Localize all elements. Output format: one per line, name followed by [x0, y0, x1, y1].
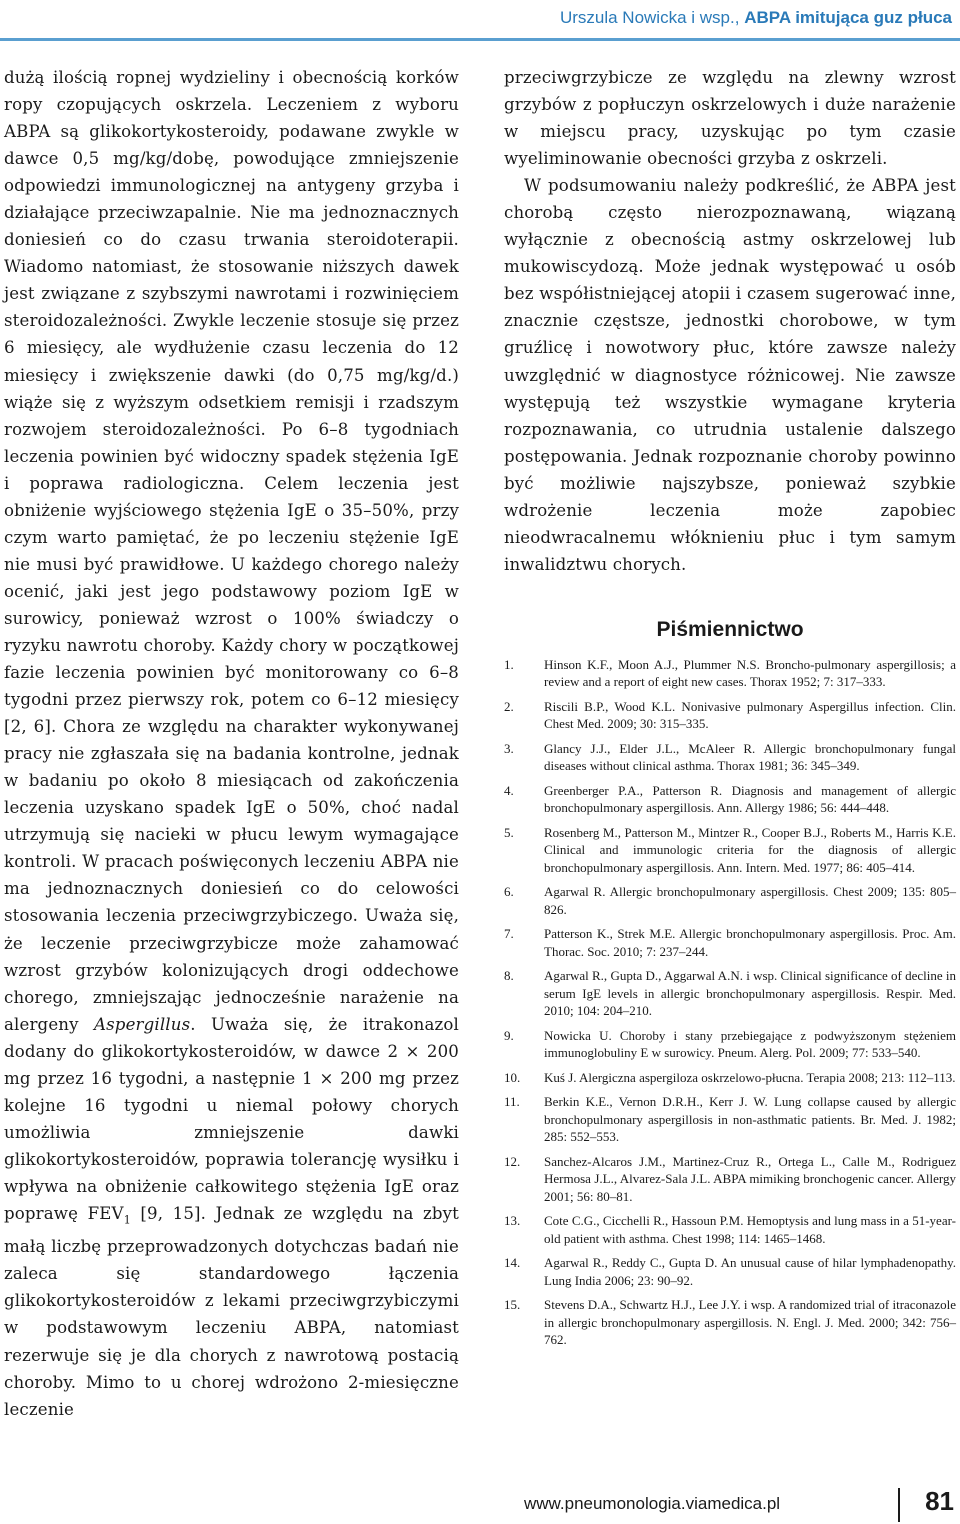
reference-text: Agarwal R., Gupta D., Aggarwal A.N. i wsp. Clinical significance of decline in serum IgE levels in allergic bronchopulmonary aspergillosis. Respir. Med. 2010; 104: 204–210.	[544, 968, 956, 1019]
right-column	[504, 64, 956, 1356]
reference-item	[504, 824, 956, 877]
reference-number: 14.	[504, 1255, 521, 1271]
reference-text: Agarwal R., Reddy C., Gupta D. An unusual cause of hilar lymphadenopathy. Lung India 2006; 23: 90–92.	[544, 1255, 956, 1288]
reference-item	[504, 967, 956, 1020]
reference-item	[504, 1069, 956, 1087]
reference-number: 12.	[504, 1153, 521, 1169]
reference-number: 3.	[504, 740, 514, 756]
reference-number: 4.	[504, 782, 514, 798]
paragraph-text: dużą ilością ropnej wydzieliny i obecnością korków ropy czopujących oskrzela. Leczeniem z wyboru ABPA są glikokortykosteroidy, podawane zwykle w dawce 0,5 mg/kg/dobę, powodujące zmniejszenie odpowiedzi immunologicznej na antygeny grzyba i działające przeciwzapalnie. Nie ma jednoznacznych doniesień co do czasu trwania steroidoterapii. Wiadomo natomiast, że stosowanie niższych dawek jest związane z szybszymi nawrotami i rozwinięciem steroidozależności. Zwykle leczenie stosuje się przez 6 miesięcy, ale wydłużenie czasu leczenia do 12 miesięcy i zwiększenie dawki (do 0,75 mg/kg/d.) wiąże się z wyższym odsetkiem remisji i rzadszym rozwojem steroidozależności. Po 6–8 tygodniach leczenia powinien być widoczny spadek stężenia IgE i poprawa radiologiczna. Celem leczenia jest obniżenie wyjściowego stężenia IgE o 35–50%, przy czym warto pamiętać, że po leczeniu stężenie IgE nie musi być prawidłowe. U każdego chorego należy ocenić, jaki jest jego podstawowy poziom IgE w surowicy, ponieważ wzrost o 100% świadczy o ryzyku nawrotu choroby. Każdy chory w początkowej fazie leczenia powinien być monitorowany co 6–8 tygodni przez pierwszy rok, potem co 6–12 miesięcy [2, 6]. Chora ze względu na charakter wykonywanej pracy nie zgłaszała się na badania kontrolne, jednak w badaniu po około 8 miesiącach od zakończenia leczenia uzyskano spadek IgE o 50%, choć nadal utrzymują się nacieki w płucu lewym wymagające kontroli. W pracach poświęconych leczeniu ABPA nie ma jednoznacznych doniesień co do celowości stosowania leczenia przeciwgrzybiczego. Uważa się, że leczenie przeciwgrzybicze może zahamować wzrost grzybów kolonizujących drogi oddechowe chorego, zmniejszając jednocześnie narażenie na alergeny	[4, 68, 459, 1034]
body-paragraph-1: przeciwgrzybicze ze względu na zlewny wzrost grzybów z popłuczyn oskrzelowych i duże narażenie w miejscu pracy, uzyskując po tym czasie wyeliminowanie obecności grzyba z oskrzeli.	[504, 68, 956, 169]
reference-text: Glancy J.J., Elder J.L., McAleer R. Allergic bronchopulmonary fungal diseases without clinical asthma. Thorax 1981; 36: 345–349.	[544, 740, 956, 774]
references-heading: Piśmiennictwo	[656, 617, 804, 641]
fev-subscript: 1	[123, 1213, 131, 1227]
reference-item	[504, 698, 956, 733]
reference-number: 2.	[504, 698, 514, 714]
reference-number: 15.	[504, 1297, 521, 1313]
reference-item	[504, 1212, 956, 1247]
reference-number: 1.	[504, 656, 514, 672]
reference-text: Greenberger P.A., Patterson R. Diagnosis and management of allergic bronchopulmonary aspergillosis. Ann. Allergy 1986; 56: 444–448.	[544, 782, 956, 816]
italic-term: Aspergillus	[94, 1014, 191, 1034]
reference-text: Hinson K.F., Moon A.J., Plummer N.S. Broncho-pulmonary aspergillosis; a review and a report of eight new cases. Thorax 1952; 7: 317–333.	[544, 656, 956, 690]
reference-text: Rosenberg M., Patterson M., Mintzer R., Cooper B.J., Roberts M., Harris K.E. Clinical and immunologic criteria for the diagnosis of allergic bronchopulmonary aspergillosis. Ann. Intern. Med. 1977; 86: 405–414.	[544, 824, 956, 875]
paragraph-text-cont: . Uważa się, że itrakonazol dodany do glikokortykosteroidów, w dawce 2 × 200 mg przez 16 tygodni, a następnie 1 × 200 mg przez kolejne 16 tygodni u niemal połowy chorych umożliwia zmniejszenie dawki glikokortykosteroidów, poprawia tolerancję wysiłku i wpływa na obniżenie całkowitego stężenia IgE oraz poprawę FEV	[4, 1014, 459, 1223]
reference-item	[504, 740, 956, 775]
reference-text: Patterson K., Strek M.E. Allergic bronchopulmonary aspergillosis. Proc. Am. Thorac. Soc. 2010; 7: 237–244.	[544, 926, 956, 959]
reference-text: Cote C.G., Cicchelli R., Hassoun P.M. Hemoptysis and lung mass in a 51-year-old patient with asthma. Chest 1998; 114: 1465–1468.	[544, 1213, 956, 1246]
reference-item	[504, 1093, 956, 1146]
reference-text: Nowicka U. Choroby i stany przebiegające z podwyższonym stężeniem immunoglobuliny E w surowicy. Pneum. Alerg. Pol. 2009; 77: 533–540.	[544, 1027, 956, 1061]
paragraph-text-cont-2: [9, 15]. Jednak ze względu na zbyt małą liczbę przeprowadzonych dotychczas badań nie zaleca się standardowego łączenia glikokortykosteroidów z lekami przeciwgrzybiczymi w podstawowym leczeniu ABPA, natomiast rezerwuje się je dla chorych z nawrotową postacią choroby. Mimo to u chorej wdrożono 2-miesięczne leczenie	[4, 1203, 459, 1419]
reference-text: Berkin K.E., Vernon D.R.H., Kerr J. W. Lung collapse caused by allergic bronchopulmonary aspergillosis in non-asthmatic patients. Br. Med. J. 1982; 285: 552–553.	[544, 1094, 956, 1145]
reference-item	[504, 883, 956, 918]
header-title: ABPA imitująca guz płuca	[744, 8, 952, 27]
body-paragraph-2: W podsumowaniu należy podkreślić, że ABPA jest chorobą często nierozpoznawaną, wiązaną wyłącznie z obecnością astmy oskrzelowej lub mukowiscydozą. Może jednak występować u osób bez współistniejącej atopii i czasem sugerować inne, znacznie częstsze, jednostki chorobowe, w tym gruźlicę i nowotwory płuc, które zawsze należy uwzględnić w diagnostyce różnicowej. Nie zawsze występują też wszystkie wymagane kryteria rozpoznawania, co utrudnia ustalenie dalszego postępowania. Jednak rozpoznanie choroby powinno być możliwie najszybsze, ponieważ szybkie wdrożenie leczenia może zapobiec nieodwracalnemu włóknieniu płuc i tym samym inwalidztwu chorych.	[504, 176, 956, 574]
reference-number: 11.	[504, 1094, 520, 1110]
reference-item	[504, 656, 956, 691]
page-number: 81	[925, 1486, 954, 1516]
reference-item	[504, 1296, 956, 1349]
reference-number: 7.	[504, 926, 514, 942]
reference-text: Sanchez-Alcaros J.M., Martinez-Cruz R., Ortega L., Calle M., Rodriguez Hermosa J.L., Alvarez-Sala J.L. ABPA mimiking bronchogenic cancer. Allergy 2001; 56: 80–81.	[544, 1153, 956, 1204]
reference-item	[504, 1254, 956, 1289]
header-rule	[0, 38, 960, 41]
reference-number: 6.	[504, 884, 514, 900]
footer-separator	[898, 1488, 900, 1522]
reference-text: Agarwal R. Allergic bronchopulmonary aspergillosis. Chest 2009; 135: 805–826.	[544, 884, 956, 917]
footer-url[interactable]: www.pneumonologia.viamedica.pl	[524, 1494, 781, 1513]
reference-number: 5.	[504, 824, 514, 840]
body-paragraph	[4, 64, 459, 1423]
reference-list	[504, 656, 956, 1349]
left-column	[4, 64, 459, 1423]
reference-number: 8.	[504, 968, 514, 984]
reference-text: Kuś J. Alergiczna aspergiloza oskrzelowo-płucna. Terapia 2008; 213: 112–113.	[544, 1069, 956, 1085]
running-header	[560, 8, 952, 28]
header-authors: Urszula Nowicka i wsp.,	[559, 8, 740, 27]
reference-item	[504, 1027, 956, 1062]
reference-text: Stevens D.A., Schwartz H.J., Lee J.Y. i wsp. A randomized trial of itraconazole in allergic bronchopulmonary aspergillosis. N. Engl. J. Med. 2000; 342: 756–762.	[544, 1297, 956, 1348]
reference-number: 10.	[504, 1069, 521, 1085]
reference-item	[504, 782, 956, 817]
reference-text: Riscili B.P., Wood K.L. Nonivasive pulmonary Aspergillus infection. Clin. Chest Med. 2009; 30: 315–335.	[544, 698, 956, 732]
reference-number: 13.	[504, 1213, 521, 1229]
reference-item	[504, 925, 956, 960]
reference-number: 9.	[504, 1027, 514, 1043]
reference-item	[504, 1153, 956, 1206]
